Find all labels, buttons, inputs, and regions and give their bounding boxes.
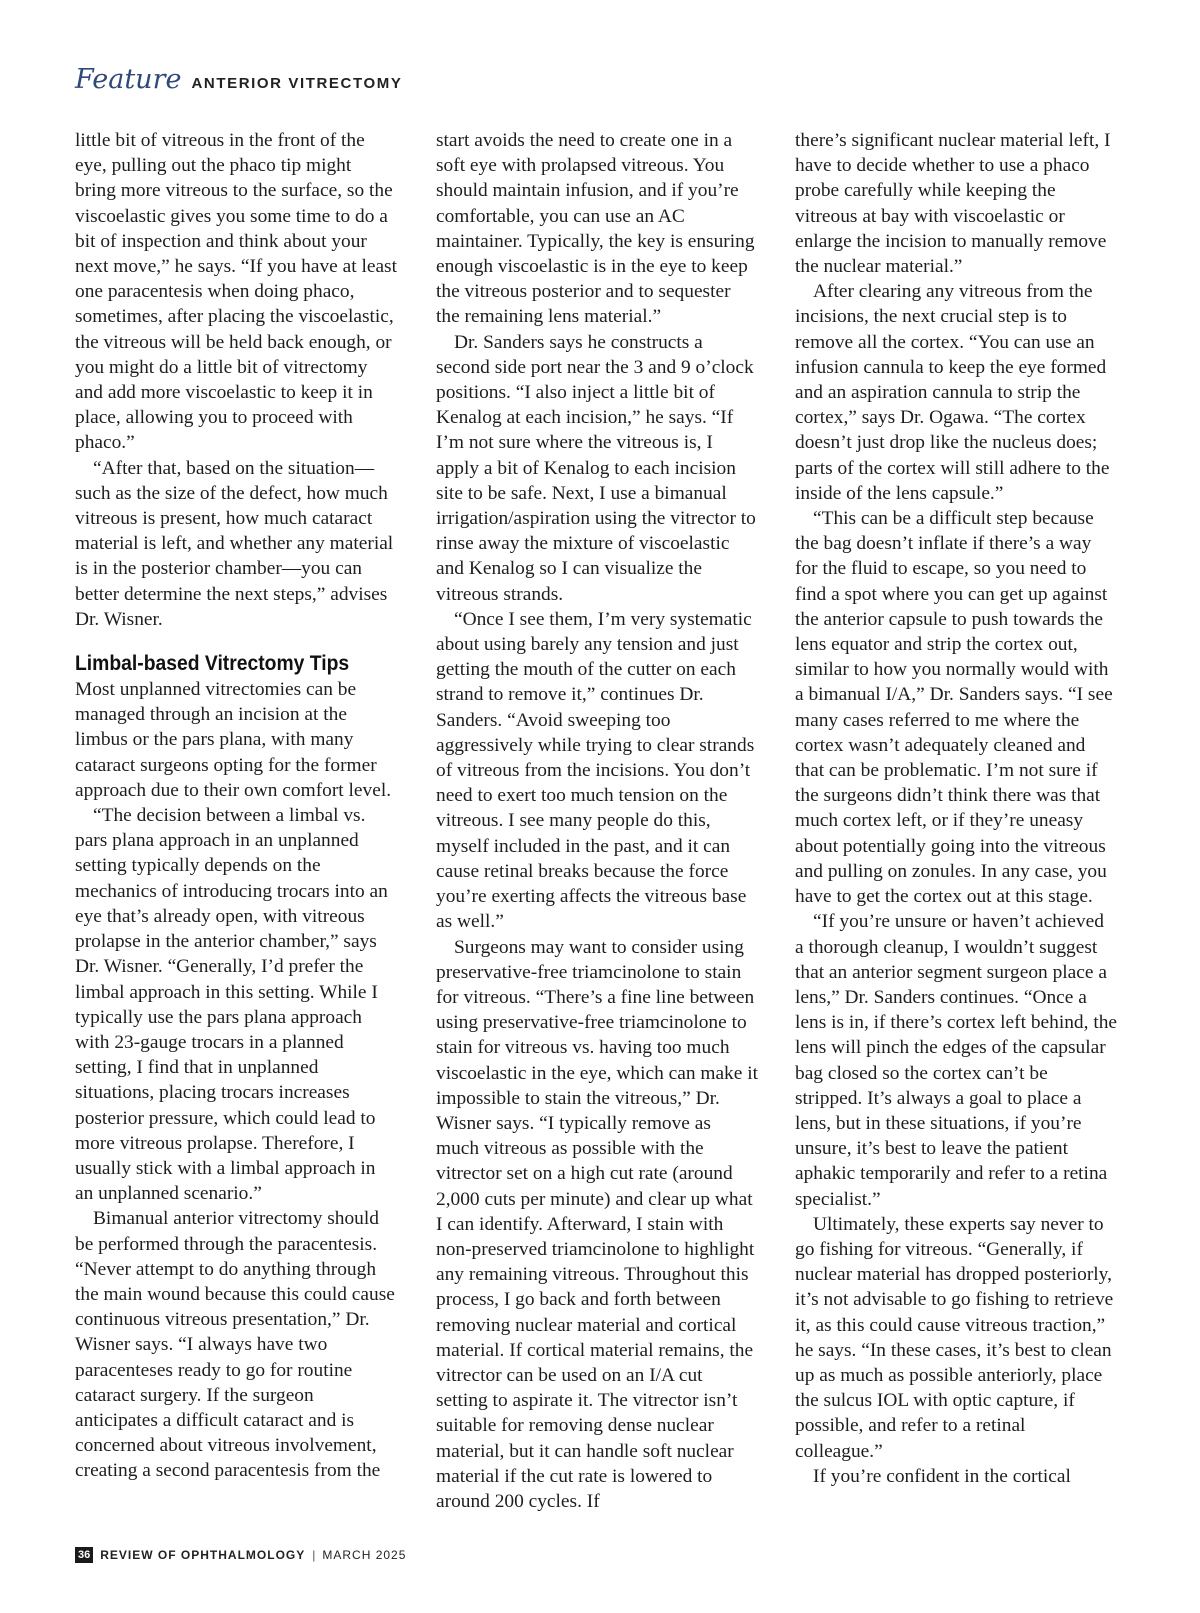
running-header (75, 64, 402, 100)
feature-label: Feature (75, 64, 182, 95)
body-paragraph: “If you’re unsure or haven’t achieved a thorough cleanup, I wouldn’t suggest that an anterior segment surgeon place a lens,” Dr. Sanders continues. “Once a lens is in, if there’s cortex left behind, the lens will pinch the edges of the capsular bag closed so the cortex can’t be stripped. It’s always a goal to place a lens, but in these situations, if you’re unsure, it’s best to leave the patient aphakic temporarily and refer to a retina specialist.” (795, 911, 1118, 1210)
footer-separator: | (312, 1548, 316, 1562)
column-3 (795, 128, 1117, 1489)
body-paragraph: there’s significant nuclear material left, I have to decide whether to use a phaco probe carefully while keeping the vitreous at bay with viscoelastic or enlarge the incision to manually remove the nuclear material.” (795, 130, 1111, 278)
page-number: 36 (75, 1547, 93, 1563)
body-paragraph: “This can be a difficult step because the bag doesn’t inflate if there’s a way for the fluid to escape, so you need to find a spot where you can get up against the anterior capsule to push towards the lens equator and strip the cortex out, similar to how you normally would with a bimanual I/A,” Dr. Sanders says. “I see many cases referred to me where the cortex wasn’t adequately cleaned and that can be problematic. I’m not sure if the surgeons didn’t think there was that much cortex left, or if they’re uneasy about potentially going into the vitreous and pulling on zonules. In any case, you have to get the cortex out at this stage. (795, 508, 1113, 908)
column-2 (436, 128, 758, 1514)
body-paragraph: Bimanual anterior vitrectomy should be performed through the paracentesis. “Never attempt to do anything through the main wound because this could cause continuous vitreous presentation,” Dr. Wisner says. “I always have two paracenteses ready to go for routine cataract surgery. If the surgeon anticipates a difficult cataract and is concerned about vitreous involvement, creating a second paracentesis from the (75, 1208, 395, 1482)
body-paragraph: little bit of vitreous in the front of the eye, pulling out the phaco tip might bring more vitreous to the surface, so the viscoelastic gives you some time to do a bit of inspection and think about your next move,” he says. “If you have at least one paracentesis when doing phaco, sometimes, after placing the viscoelastic, the vitreous will be held back enough, or you might do a little bit of vitrectomy and add more viscoelastic to keep it in place, allowing you to proceed with phaco.” (75, 130, 397, 454)
section-subhead: Limbal-based Vitrectomy Tips (75, 652, 350, 676)
body-paragraph: “The decision between a limbal vs. pars plana approach in an unplanned setting typically depends on the mechanics of introducing trocars into an eye that’s already open, with vitreous prolapse in the anterior chamber,” says Dr. Wisner. “Generally, I’d prefer the limbal approach in this setting. While I typically use the pars plana approach with 23-gauge trocars in a planned setting, I find that in unplanned situations, placing trocars increases posterior pressure, which could lead to more vitreous prolapse. Therefore, I usually stick with a limbal approach in an unplanned scenario.” (75, 805, 388, 1205)
body-paragraph: Ultimately, these experts say never to go fishing for vitreous. “Generally, if nuclear material has dropped posteriorly, it’s not advisable to go fishing to retrieve it, as this could cause vitreous traction,” he says. “In these cases, it’s best to clean up as much as possible anteriorly, place the sulcus IOL with optic capture, if possible, and refer to a retinal colleague.” (795, 1213, 1114, 1462)
body-paragraph: If you’re confident in the cortical (813, 1465, 1071, 1487)
page-footer (75, 1545, 406, 1565)
column-1 (75, 128, 397, 1484)
body-paragraph: Dr. Sanders says he constructs a second side port near the 3 and 9 o’clock positions. “I also inject a little bit of Kenalog at each incision,” he says. “If I’m not sure where the vitreous is, I apply a bit of Kenalog to each incision site to be safe. Next, I use a bimanual irrigation/aspiration using the vitrector to rinse away the mixture of viscoelastic and Kenalog so I can visualize the vitreous strands. (436, 331, 756, 605)
body-paragraph: start avoids the need to create one in a soft eye with prolapsed vitreous. You should maintain infusion, and if you’re comfortable, you can use an AC maintainer. Typically, the key is ensuring enough viscoelastic is in the eye to keep the vitreous posterior and to sequester the remaining lens material.” (436, 130, 755, 328)
issue-date: MARCH 2025 (322, 1548, 407, 1562)
body-paragraph: After clearing any vitreous from the incisions, the next crucial step is to remove all the cortex. “You can use an infusion cannula to keep the eye formed and an aspiration cannula to strip the cortex,” says Dr. Ogawa. “The cortex doesn’t just drop like the nucleus does; parts of the cortex will still adhere to the inside of the lens capsule.” (795, 281, 1110, 504)
section-title: ANTERIOR VITRECTOMY (191, 75, 403, 92)
body-paragraph: Most unplanned vitrectomies can be managed through an incision at the limbus or the pars plana, with many cataract surgeons opting for the former approach due to their own comfort level. (75, 679, 392, 801)
publication-name: REVIEW OF OPHTHALMOLOGY (100, 1548, 306, 1562)
body-paragraph: “After that, based on the situation—such as the size of the defect, how much vitreous is present, how much cataract material is left, and whether any material is in the posterior chamber—you can better determine the next steps,” advises Dr. Wisner. (75, 457, 394, 630)
body-paragraph: “Once I see them, I’m very systematic about using barely any tension and just getting the mouth of the cutter on each strand to remove it,” continues Dr. Sanders. “Avoid sweeping too aggressively while trying to clear strands of vitreous from the incisions. You don’t need to exert too much tension on the vitreous. I see many people do this, myself included in the past, and it can cause retinal breaks because the force you’re exerting affects the vitreous base as well.” (436, 608, 755, 933)
body-paragraph: Surgeons may want to consider using preservative-free triamcinolone to stain for vitreous. “There’s a fine line between using preservative-free triamcinolone to stain for vitreous vs. having too much viscoelastic in the eye, which can make it impossible to stain the vitreous,” Dr. Wisner says. “I typically remove as much vitreous as possible with the vitrector set on a high cut rate (around 2,000 cuts per minute) and clear up what I can identify. Afterward, I stain with non-preserved triamcinolone to highlight any remaining vitreous. Throughout this process, I go back and forth between removing nuclear material and cortical material. If cortical material remains, the vitrector can be used on an I/A cut setting to aspirate it. The vitrector isn’t suitable for removing dense nuclear material, but it can handle soft nuclear material if the cut rate is lowered to around 200 cycles. If (436, 936, 758, 1512)
